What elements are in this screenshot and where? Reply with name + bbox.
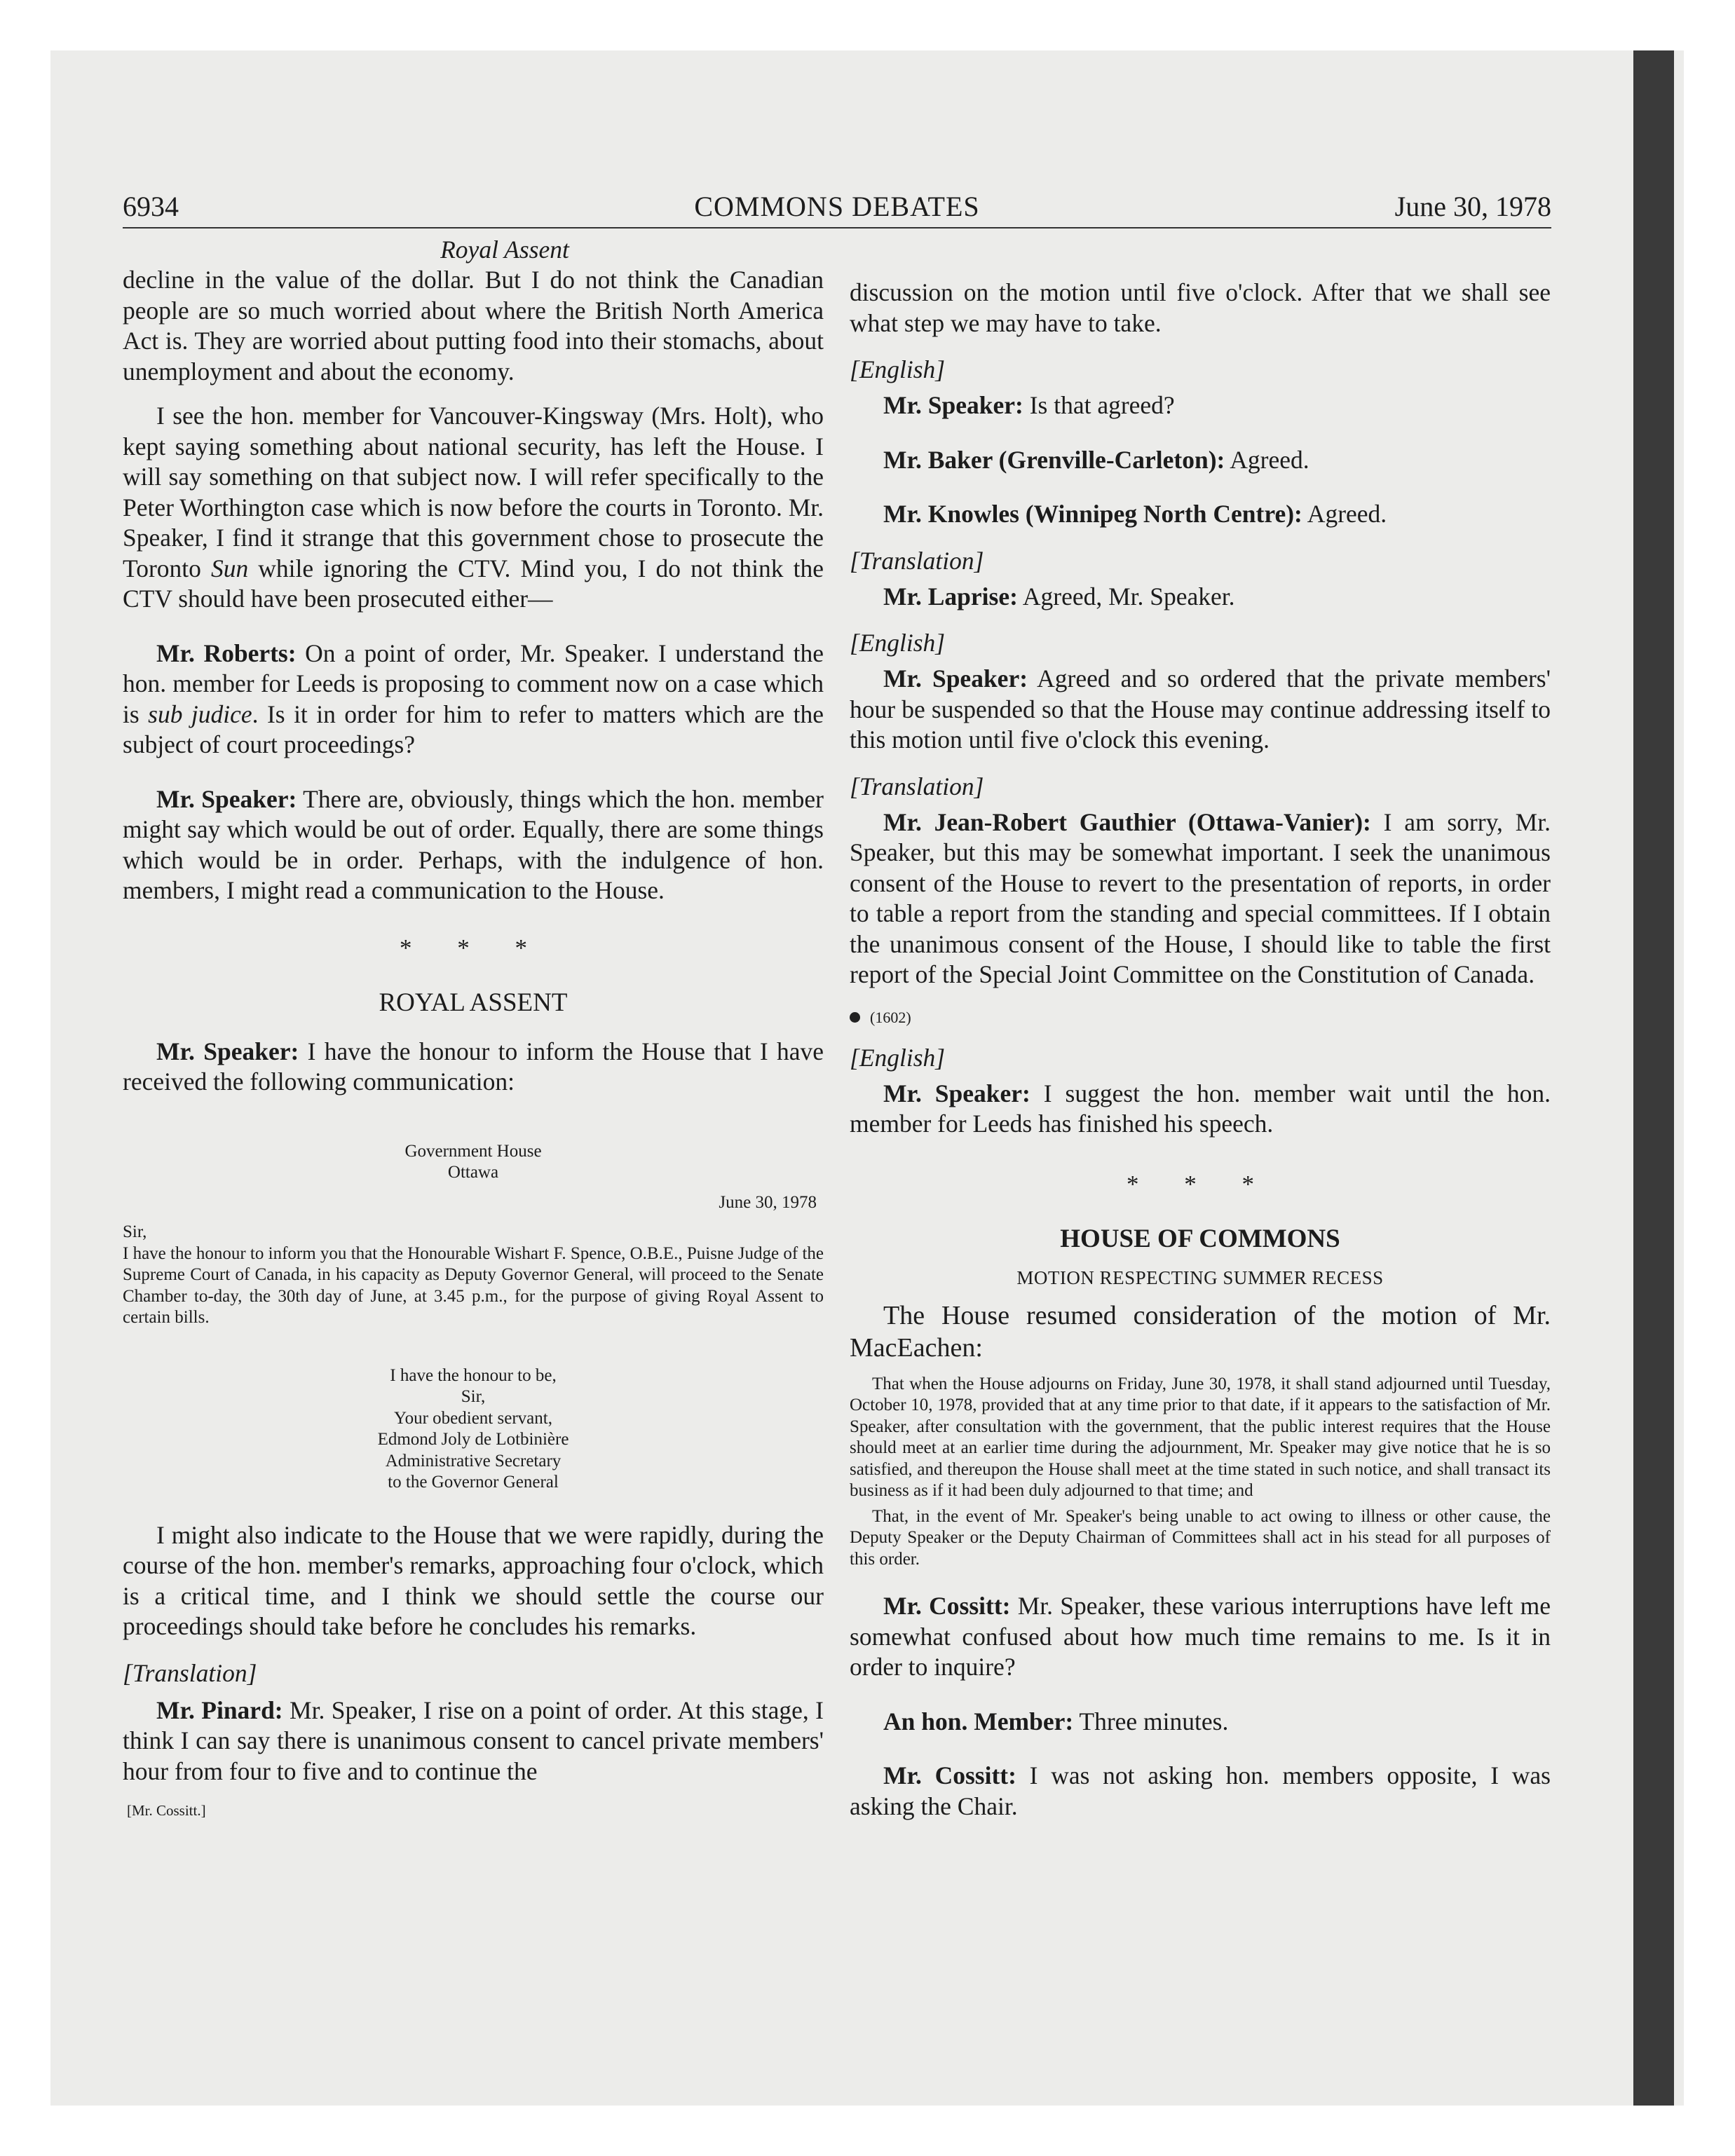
speech-roberts: Mr. Roberts: On a point of order, Mr. Speaker. I understand the hon. member for Leeds is proposing to comment now on a case which is sub judice. Is it in order for him to refer to matters which are the subject of court proceedings? bbox=[123, 639, 824, 758]
speaker-name: Mr. Speaker: bbox=[883, 1079, 1030, 1107]
paragraph: discussion on the motion until five o'clock. After that we shall see what step we may have to take. bbox=[850, 278, 1551, 337]
bullet-icon bbox=[850, 1012, 860, 1023]
speech-pinard: Mr. Pinard: Mr. Speaker, I rise on a point of order. At this stage, I think I can say there is unanimous consent to cancel private members' hour from four to five and to continue the bbox=[123, 1696, 824, 1785]
speech-speaker: Mr. Speaker: There are, obviously, things which the hon. member might say which would be out of order. Equally, there are some things which would be in order. Perhaps, with the indulgence of hon. members, I might read a communication to the House. bbox=[123, 784, 824, 904]
letter-signature: I have the honour to be, Sir, Your obedient servant, Edmond Joly de Lotbinière Administrative Secretary to the Governor General bbox=[377, 1365, 569, 1492]
letter-date: June 30, 1978 bbox=[719, 1192, 817, 1212]
speaker-name: Mr. Baker (Grenville-Carleton): bbox=[883, 445, 1225, 474]
timestamp: (1602) bbox=[870, 1008, 911, 1026]
left-column bbox=[123, 234, 824, 1820]
letter-address: Government House bbox=[404, 1141, 542, 1161]
page-footnote: [Mr. Cossitt.] bbox=[127, 1802, 206, 1819]
section-separator: * * * bbox=[400, 934, 547, 962]
language-marker: [English] bbox=[850, 629, 946, 657]
language-marker: [Translation] bbox=[123, 1658, 257, 1687]
speaker-name: An hon. Member: bbox=[883, 1707, 1074, 1735]
speaker-name: Mr. Cossitt: bbox=[883, 1592, 1011, 1620]
scan-edge-band bbox=[1633, 50, 1674, 2106]
letter-address: Ottawa bbox=[447, 1163, 499, 1182]
page-number: 6934 bbox=[123, 191, 179, 222]
speech-cossitt: Mr. Cossitt: I was not asking hon. members opposite, I was asking the Chair. bbox=[850, 1761, 1551, 1820]
paragraph: The House resumed consideration of the motion of Mr. MacEachen: bbox=[850, 1300, 1551, 1363]
speech-speaker: Mr. Speaker: I have the honour to inform the House that I have received the following communication: bbox=[123, 1037, 824, 1096]
speaker-name: Mr. Speaker: bbox=[156, 784, 297, 813]
motion-text: That when the House adjourns on Friday, June 30, 1978, it shall stand adjourned until Tuesday, October 10, 1978, provided that at any time prior to that date, if it appears to the satisfaction of Mr. Speaker, after consultation with the government, that the public interest requires that the House should meet at an earlier time during the adjournment, Mr. Speaker may give notice that he is so satisfied, and thereupon the House shall meet at the time stated in such notice, and shall transact its business as if it had been duly adjourned to that time; and bbox=[850, 1374, 1551, 1500]
letter-body: I have the honour to inform you that the Honourable Wishart F. Spence, O.B.E., Puisne Judge of the Supreme Court of Canada, in his capacity as Deputy Governor General, will proceed to the Senate Chamber to-day, the 30th day of June, at 3.45 p.m., for the purpose of giving Royal Assent to certain bills. bbox=[123, 1243, 824, 1327]
motion-text: That, in the event of Mr. Speaker's being unable to act owing to illness or other cause, the Deputy Speaker or the Deputy Chairman of Committees shall act in his stead for all purposes of this order. bbox=[850, 1506, 1551, 1569]
speech-gauthier: Mr. Jean-Robert Gauthier (Ottawa-Vanier): I am sorry, Mr. Speaker, but this may be somewhat important. I seek the unanimous consent of the House to revert to the presentation of reports, in order to table a report from the standing and special committees. If I obtain the unanimous consent of the House, I should like to table the first report of the Special Joint Committee on the Constitution of Canada. bbox=[850, 807, 1551, 988]
speech-cossitt: Mr. Cossitt: Mr. Speaker, these various interruptions have left me somewhat confused about how much time remains to me. Is it in order to inquire? bbox=[850, 1592, 1551, 1681]
speech-hon-member: An hon. Member: Three minutes. bbox=[883, 1707, 1229, 1735]
speech-speaker: Mr. Speaker: I suggest the hon. member wait until the hon. member for Leeds has finished his speech. bbox=[850, 1079, 1551, 1138]
speech-speaker: Mr. Speaker: Is that agreed? bbox=[883, 391, 1175, 419]
letter bbox=[123, 1141, 824, 1494]
speech-speaker: Mr. Speaker: Agreed and so ordered that the private members' hour be suspended so that the House may continue addressing itself to this motion until five o'clock this evening. bbox=[850, 664, 1551, 753]
paragraph: decline in the value of the dollar. But I do not think the Canadian people are so much worried about where the British North America Act is. They are worried about putting food into their stomachs, about unemployment and about the economy. bbox=[123, 266, 824, 386]
page-header bbox=[123, 188, 1551, 228]
publication-title: COMMONS DEBATES bbox=[694, 191, 980, 222]
paragraph: I see the hon. member for Vancouver-Kingsway (Mrs. Holt), who kept saying something about national security, has left the House. I will say something on that subject now. I will refer specifically to the Peter Worthington case which is now before the courts in Toronto. Mr. Speaker, I find it strange that this government chose to prosecute the Toronto Sun while ignoring the CTV. Mind you, I do not think the CTV should have been prosecuted either— bbox=[123, 402, 824, 613]
language-marker: [Translation] bbox=[850, 546, 984, 575]
speaker-name: Mr. Knowles (Winnipeg North Centre): bbox=[883, 500, 1302, 528]
speech-laprise: Mr. Laprise: Agreed, Mr. Speaker. bbox=[883, 582, 1235, 610]
language-marker: [English] bbox=[850, 355, 946, 383]
time-marker bbox=[850, 1009, 1551, 1027]
speaker-name: Mr. Cossitt: bbox=[883, 1761, 1016, 1789]
speech-knowles: Mr. Knowles (Winnipeg North Centre): Agreed. bbox=[883, 500, 1387, 528]
running-head: Royal Assent bbox=[440, 236, 569, 264]
speaker-name: Mr. Speaker: bbox=[883, 391, 1023, 419]
section-subheading: MOTION RESPECTING SUMMER RECESS bbox=[1016, 1267, 1384, 1288]
speaker-name: Mr. Pinard: bbox=[156, 1696, 283, 1724]
section-heading: ROYAL ASSENT bbox=[379, 988, 568, 1017]
language-marker: [Translation] bbox=[850, 772, 984, 800]
right-column bbox=[850, 278, 1551, 1822]
speaker-name: Mr. Roberts: bbox=[156, 639, 297, 667]
paragraph: I might also indicate to the House that we were rapidly, during the course of the hon. member's remarks, approaching four o'clock, which is a critical time, and I think we should settle the course our proceedings should take before he concludes his remarks. bbox=[123, 1520, 824, 1640]
section-separator: * * * bbox=[1127, 1170, 1274, 1198]
speech-baker: Mr. Baker (Grenville-Carleton): Agreed. bbox=[883, 445, 1309, 474]
speaker-name: Mr. Jean-Robert Gauthier (Ottawa-Vanier): bbox=[883, 807, 1371, 836]
speaker-name: Mr. Speaker: bbox=[883, 664, 1028, 692]
letter-salutation: Sir, bbox=[123, 1222, 147, 1241]
header-date: June 30, 1978 bbox=[1394, 191, 1551, 222]
language-marker: [English] bbox=[850, 1043, 946, 1072]
section-heading: HOUSE OF COMMONS bbox=[1060, 1224, 1340, 1253]
speaker-name: Mr. Laprise: bbox=[883, 582, 1018, 610]
speaker-name: Mr. Speaker: bbox=[156, 1037, 299, 1065]
